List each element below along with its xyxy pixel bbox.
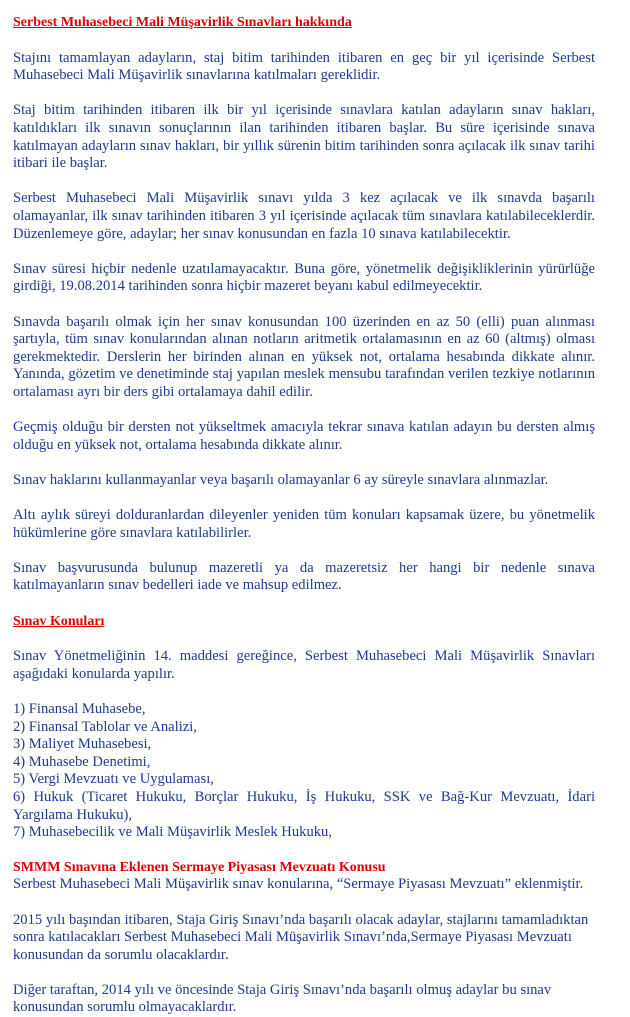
section-title-topics: Sınav Konuları	[13, 613, 105, 629]
list-item: 5) Vergi Mevzuatı ve Uygulaması,	[13, 771, 214, 788]
topics-intro: Sınav Yönetmeliğinin 14. maddesi gereğince, Serbest Muhasebeci Mali Müşavirlik Sınavları aşağıdaki konularda yapılır.	[13, 648, 595, 682]
section-title-exams: Serbest Muhasebeci Mali Müşavirlik Sınavları hakkında	[13, 15, 352, 30]
paragraph-1: Stajını tamamlayan adayların, staj bitim tarihinden itibaren en geç bir yıl içerisinde Serbest Muhasebeci Mali Müşavirlik sınavlarına katılmaları gereklidir.	[13, 49, 595, 84]
list-item: 6) Hukuk (Ticaret Hukuku, Borçlar Hukuku, İş Hukuku, SSK ve Bağ-Kur Mevzuatı, İdari Yargılama Hukuku),	[13, 788, 595, 823]
paragraph-4: Sınav süresi hiçbir nedenle uzatılamayacaktır. Buna göre, yönetmelik değişikliklerinin yürürlüğe girdiği, 19.08.2014 tarihinden sonra hiçbir mazeret beyanı kabul edilmeyecektir.	[13, 260, 595, 295]
list-item: 1) Finansal Muhasebe,	[13, 700, 146, 717]
list-item: 3) Maliyet Muhasebesi,	[13, 736, 152, 753]
section-title-capital-markets: SMMM Sınavına Eklenen Sermaye Piyasası Mevzuatı Konusu	[13, 860, 386, 876]
capital-markets-paragraph-2: 2015 yılı başından itibaren, Staja Giriş Sınavı’nda başarılı olacak adaylar, stajlarını tamamladıktan sonra katılacakları Serbest Muhasebeci Mali Müşavirlik Sınavı’nda,Sermaye Piyasası Mevzuatı konusundan da sorumlu olacaklardır.	[13, 911, 589, 963]
paragraph-5: Sınavda başarılı olmak için her sınav konusundan 100 üzerinden en az 50 (elli) puan alınması şartıyla, tüm sınav konularından alınan notların aritmetik ortalamasının en az 60 (altmış) olması gerekmektedir. Derslerin her birinden alınan en yüksek not, ortalama hesabında dikkate alınır. Yanında, gözetim ve denetiminde staj yapılan meslek mensubu tarafından verilen tezkiye notlarının ortalaması ayrı bir ders gibi ortalamaya dahil edilir.	[13, 313, 595, 400]
paragraph-2: Staj bitim tarihinden itibaren ilk bir yıl içerisinde sınavlara katılan adayların sınav hakları, katıldıkları ilk sınavın sonuçlarının ilan tarihinden itibaren başlar. Bu süre içerisinde sınava katılmayan adayların sınav hakları, bir yıllık sürenin bitim tarihinden sonra açılacak ilk sınav tarihi itibari ile başlar.	[13, 102, 595, 172]
paragraph-9: Sınav başvurusunda bulunup mazeretli ya da mazeretsiz her hangi bir nedenle sınava katılmayanların sınav bedelleri iade ve mahsup edilmez.	[13, 559, 595, 594]
list-item: 2) Finansal Tablolar ve Analizi,	[13, 718, 197, 735]
capital-markets-paragraph-1: Serbest Muhasebeci Mali Müşavirlik sınav konularına, “Sermaye Piyasası Mevzuatı” eklenmiştir.	[13, 876, 584, 893]
topics-list	[13, 701, 595, 842]
list-item: 7) Muhasebecilik ve Mali Müşavirlik Meslek Hukuku,	[13, 824, 332, 841]
paragraph-6: Geçmiş olduğu bir dersten not yükseltmek amacıyla tekrar sınava katılan adayın bu dersten almış olduğu en yüksek not, ortalama hesabında dikkate alınır.	[13, 419, 595, 453]
paragraph-8: Altı aylık süreyi dolduranlardan dileyenler yeniden tüm konuları kapsamak üzere, bu yönetmelik hükümlerine göre sınavlara katılabilirler.	[13, 507, 595, 541]
paragraph-7: Sınav haklarını kullanmayanlar veya başarılı olamayanlar 6 ay süreyle sınavlara alınmazlar.	[13, 471, 549, 488]
document-page	[13, 14, 595, 1017]
list-item: 4) Muhasebe Denetimi,	[13, 753, 151, 770]
paragraph-3: Serbest Muhasebeci Mali Müşavirlik sınavı yılda 3 kez açılacak ve ilk sınavda başarılı olamayanlar, ilk sınav tarihinden itibaren 3 yıl içerisinde açılacak tüm sınavlara katılabileceklerdir. Düzenlemeye göre, adaylar; her sınav konusundan en fazla 10 sınava katılabilecektir.	[13, 190, 595, 242]
capital-markets-paragraph-3: Diğer taraftan, 2014 yılı ve öncesinde Staja Giriş Sınavı’nda başarılı olmuş adaylar bu sınav konusundan sorumlu olmayacaklardır.	[13, 981, 552, 1016]
